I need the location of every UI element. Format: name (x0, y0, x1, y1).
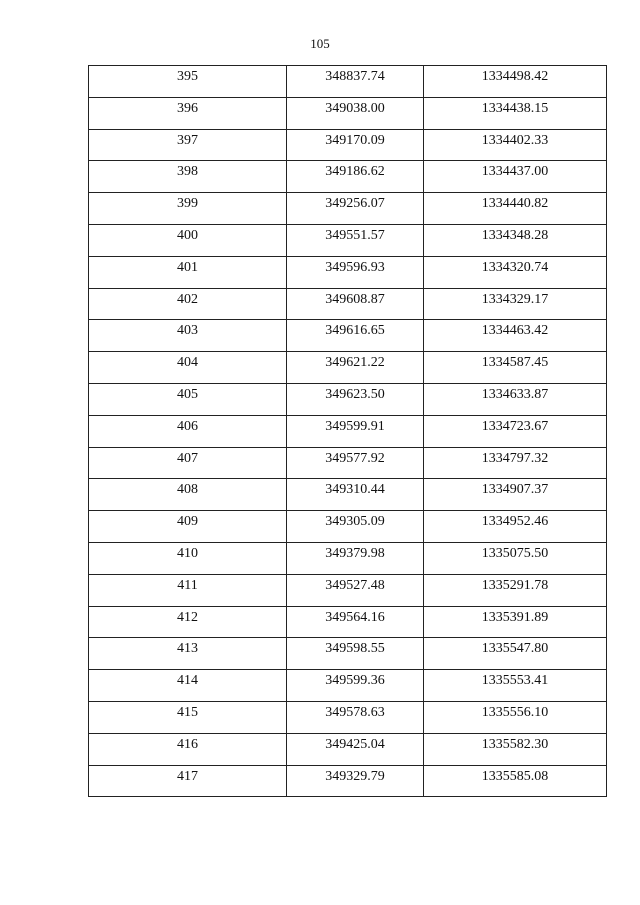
x-coordinate-cell: 349596.93 (287, 256, 424, 288)
x-coordinate-cell: 349564.16 (287, 606, 424, 638)
point-number-cell: 410 (89, 542, 287, 574)
y-coordinate-cell: 1334723.67 (424, 415, 607, 447)
point-number-cell: 414 (89, 670, 287, 702)
x-coordinate-cell: 349578.63 (287, 701, 424, 733)
table-row (89, 352, 607, 384)
table-row (89, 161, 607, 193)
table-row (89, 415, 607, 447)
table-row (89, 542, 607, 574)
table-row (89, 670, 607, 702)
y-coordinate-cell: 1335553.41 (424, 670, 607, 702)
y-coordinate-cell: 1334587.45 (424, 352, 607, 384)
point-number-cell: 408 (89, 479, 287, 511)
x-coordinate-cell: 349186.62 (287, 161, 424, 193)
table-row (89, 733, 607, 765)
x-coordinate-cell: 349616.65 (287, 320, 424, 352)
x-coordinate-cell: 349598.55 (287, 638, 424, 670)
y-coordinate-cell: 1335582.30 (424, 733, 607, 765)
y-coordinate-cell: 1334348.28 (424, 224, 607, 256)
y-coordinate-cell: 1334907.37 (424, 479, 607, 511)
y-coordinate-cell: 1334438.15 (424, 97, 607, 129)
table-row (89, 574, 607, 606)
point-number-cell: 417 (89, 765, 287, 797)
point-number-cell: 396 (89, 97, 287, 129)
table-row (89, 479, 607, 511)
point-number-cell: 416 (89, 733, 287, 765)
point-number-cell: 399 (89, 193, 287, 225)
y-coordinate-cell: 1335556.10 (424, 701, 607, 733)
x-coordinate-cell: 349305.09 (287, 511, 424, 543)
point-number-cell: 407 (89, 447, 287, 479)
y-coordinate-cell: 1335291.78 (424, 574, 607, 606)
y-coordinate-cell: 1334440.82 (424, 193, 607, 225)
y-coordinate-cell: 1335547.80 (424, 638, 607, 670)
x-coordinate-cell: 349329.79 (287, 765, 424, 797)
point-number-cell: 398 (89, 161, 287, 193)
y-coordinate-cell: 1335585.08 (424, 765, 607, 797)
point-number-cell: 411 (89, 574, 287, 606)
point-number-cell: 412 (89, 606, 287, 638)
coordinates-table (88, 65, 607, 797)
y-coordinate-cell: 1334633.87 (424, 383, 607, 415)
x-coordinate-cell: 349038.00 (287, 97, 424, 129)
point-number-cell: 409 (89, 511, 287, 543)
y-coordinate-cell: 1334498.42 (424, 66, 607, 98)
x-coordinate-cell: 349425.04 (287, 733, 424, 765)
table-row (89, 383, 607, 415)
point-number-cell: 406 (89, 415, 287, 447)
y-coordinate-cell: 1334952.46 (424, 511, 607, 543)
x-coordinate-cell: 349621.22 (287, 352, 424, 384)
table-row (89, 97, 607, 129)
y-coordinate-cell: 1334463.42 (424, 320, 607, 352)
x-coordinate-cell: 348837.74 (287, 66, 424, 98)
x-coordinate-cell: 349599.36 (287, 670, 424, 702)
table-row (89, 447, 607, 479)
point-number-cell: 397 (89, 129, 287, 161)
table-row (89, 256, 607, 288)
y-coordinate-cell: 1334320.74 (424, 256, 607, 288)
y-coordinate-cell: 1334797.32 (424, 447, 607, 479)
x-coordinate-cell: 349599.91 (287, 415, 424, 447)
y-coordinate-cell: 1335075.50 (424, 542, 607, 574)
point-number-cell: 395 (89, 66, 287, 98)
x-coordinate-cell: 349170.09 (287, 129, 424, 161)
table-row (89, 224, 607, 256)
x-coordinate-cell: 349577.92 (287, 447, 424, 479)
table-row (89, 193, 607, 225)
table-row (89, 66, 607, 98)
table-row (89, 638, 607, 670)
table-row (89, 701, 607, 733)
table-row (89, 129, 607, 161)
y-coordinate-cell: 1335391.89 (424, 606, 607, 638)
table-row (89, 288, 607, 320)
table-row (89, 320, 607, 352)
x-coordinate-cell: 349623.50 (287, 383, 424, 415)
table-body (89, 66, 607, 797)
point-number-cell: 401 (89, 256, 287, 288)
x-coordinate-cell: 349256.07 (287, 193, 424, 225)
y-coordinate-cell: 1334437.00 (424, 161, 607, 193)
point-number-cell: 402 (89, 288, 287, 320)
y-coordinate-cell: 1334329.17 (424, 288, 607, 320)
point-number-cell: 403 (89, 320, 287, 352)
table-row (89, 606, 607, 638)
x-coordinate-cell: 349379.98 (287, 542, 424, 574)
x-coordinate-cell: 349551.57 (287, 224, 424, 256)
page-number: 105 (310, 36, 330, 51)
y-coordinate-cell: 1334402.33 (424, 129, 607, 161)
table-row (89, 511, 607, 543)
point-number-cell: 415 (89, 701, 287, 733)
x-coordinate-cell: 349310.44 (287, 479, 424, 511)
table-row (89, 765, 607, 797)
point-number-cell: 413 (89, 638, 287, 670)
x-coordinate-cell: 349527.48 (287, 574, 424, 606)
point-number-cell: 405 (89, 383, 287, 415)
point-number-cell: 404 (89, 352, 287, 384)
x-coordinate-cell: 349608.87 (287, 288, 424, 320)
point-number-cell: 400 (89, 224, 287, 256)
